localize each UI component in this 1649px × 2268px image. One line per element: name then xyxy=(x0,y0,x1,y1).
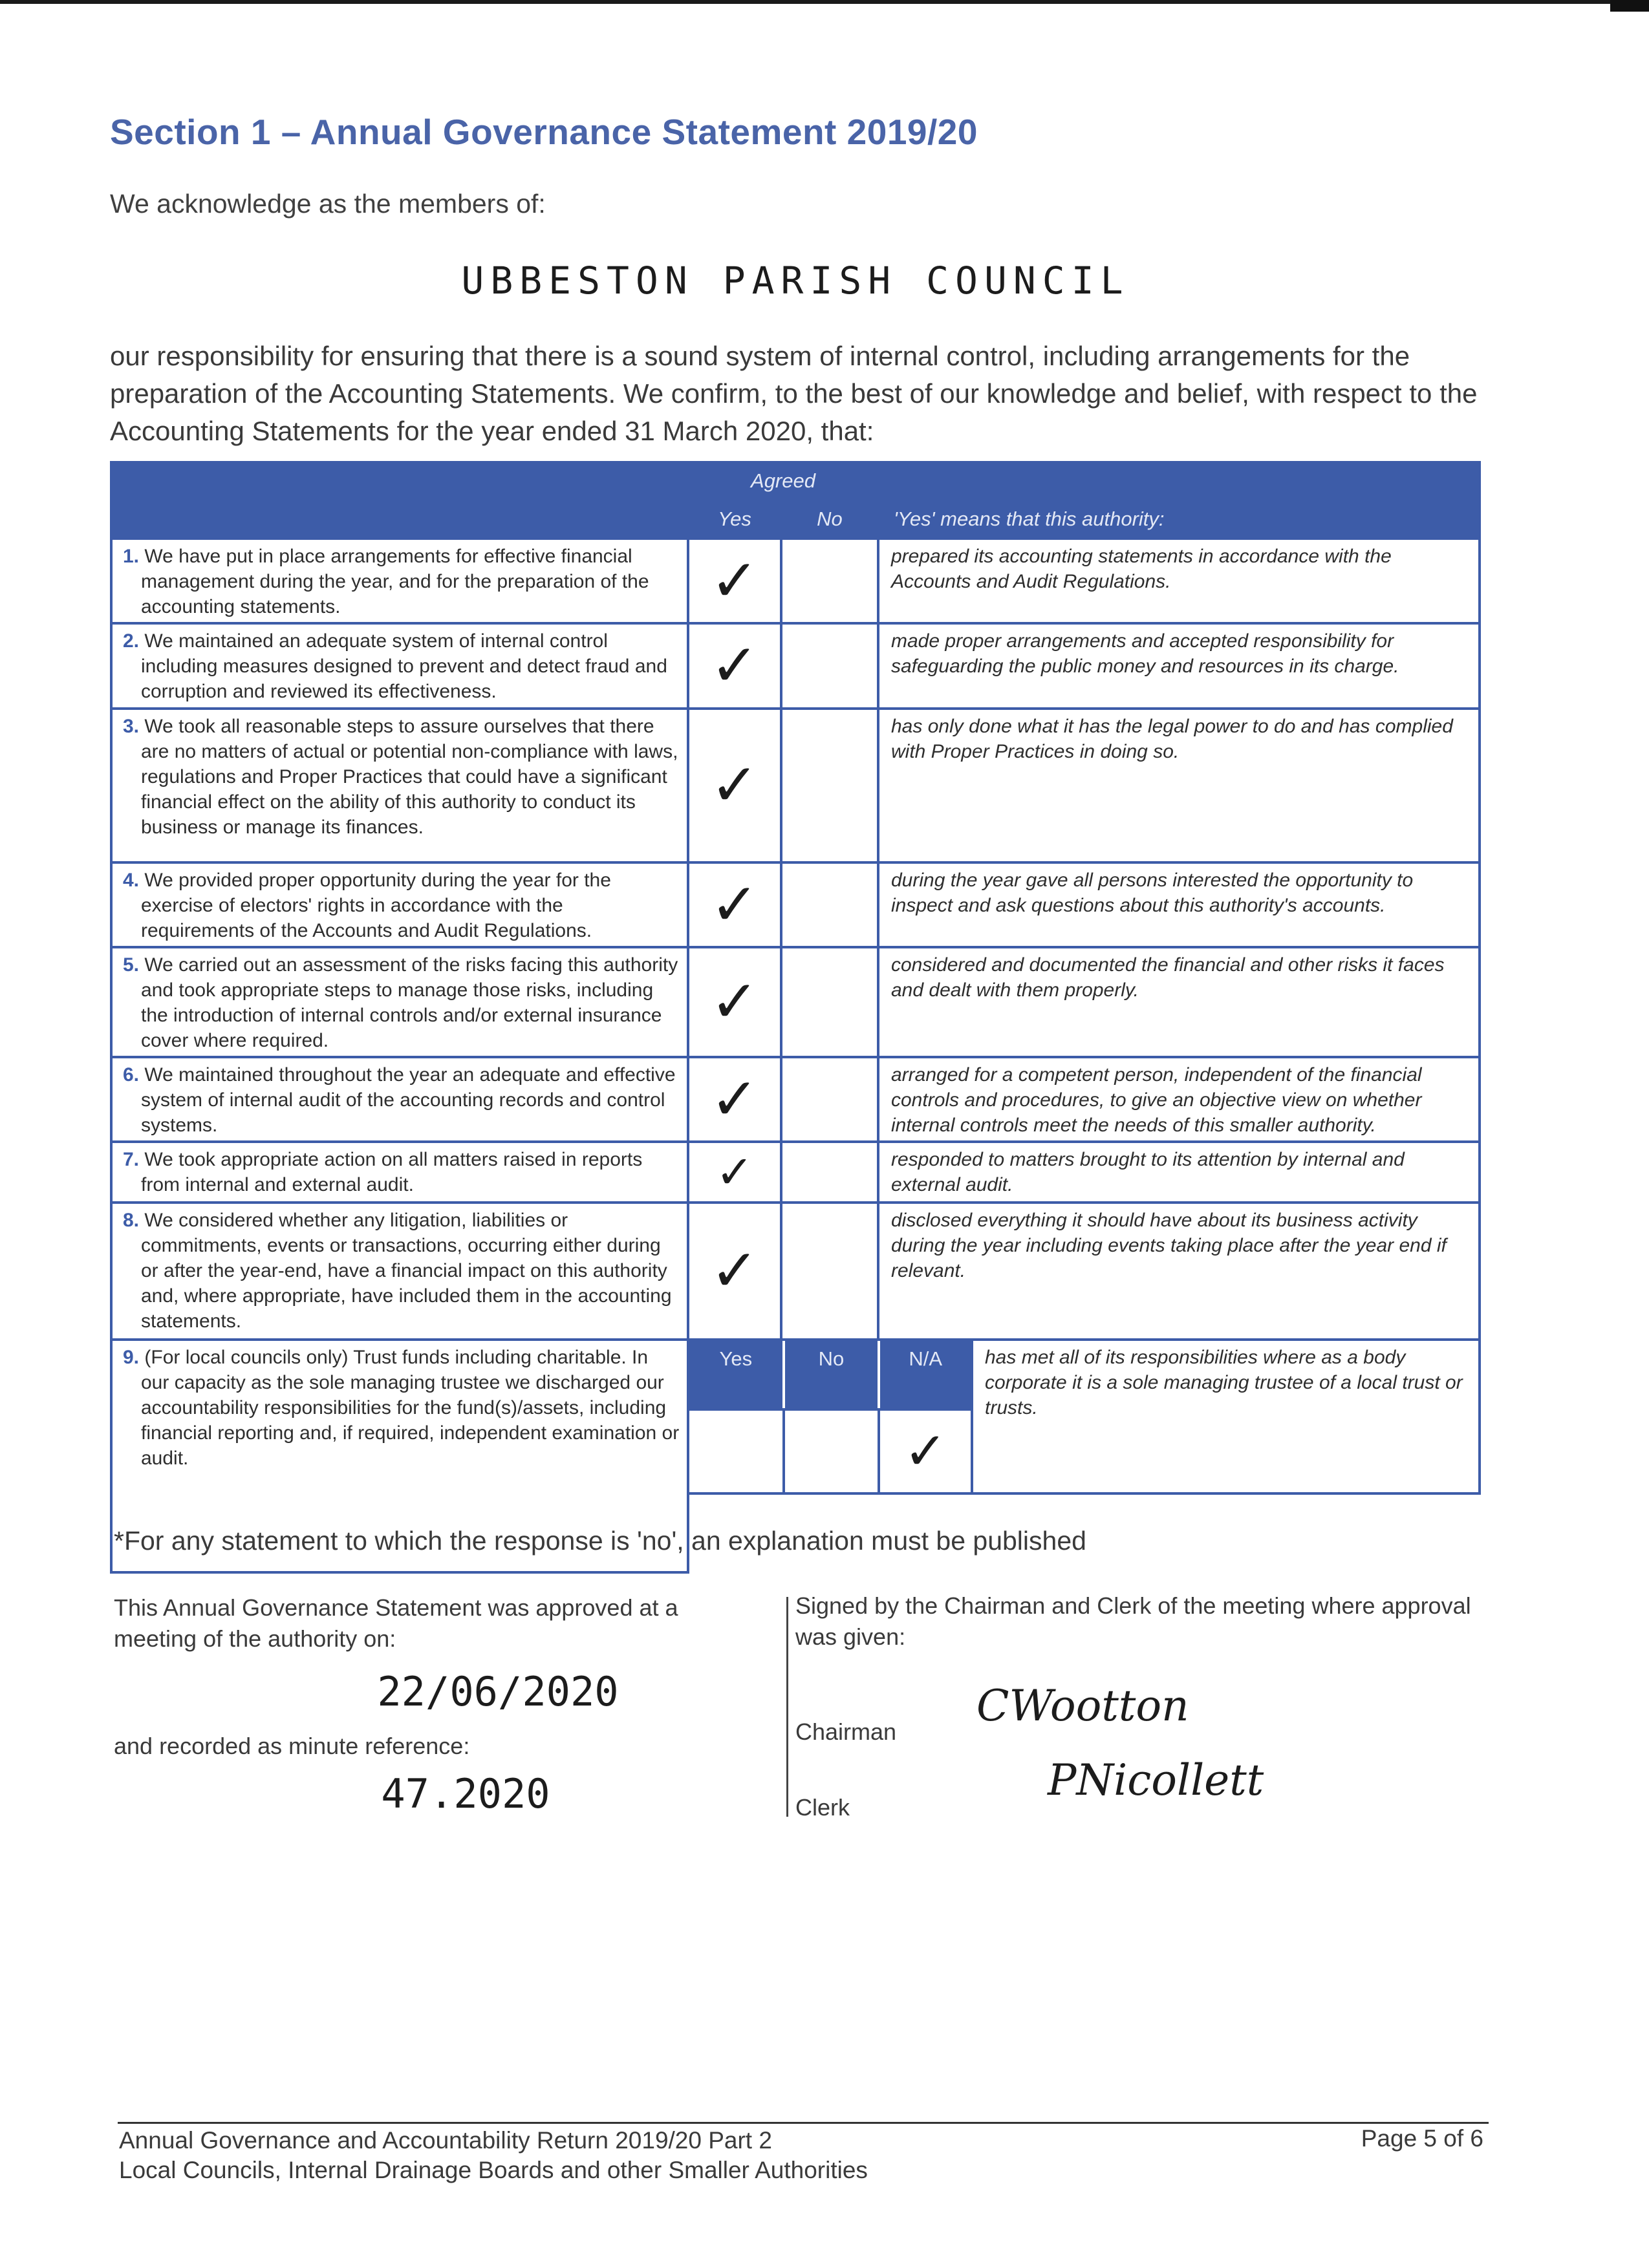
yes-means-text: during the year gave all persons interested the opportunity to inspect and ask questions about this authority's accounts. xyxy=(878,862,1480,947)
yes-tick-mark: ✓ xyxy=(688,623,781,709)
page-number: Page 5 of 6 xyxy=(1361,2125,1483,2152)
footer-line-2: Local Councils, Internal Drainage Boards and other Smaller Authorities xyxy=(119,2157,868,2183)
statement-text: We considered whether any litigation, liabilities or commitments, events or transactions, occurring either during or after the year-end, have a financial impact on this authority and, where appropriate, have included them in the accounting statements. xyxy=(141,1210,672,1332)
statement-text: We took appropriate action on all matters raised in reports from internal and external audit. xyxy=(141,1149,643,1195)
header-agreed: Agreed xyxy=(688,462,878,500)
yes-means-text: has only done what it has the legal power to do and has complied with Proper Practices in doing so. xyxy=(878,709,1480,862)
footer-rule xyxy=(118,2122,1489,2124)
statement-cell xyxy=(111,1057,688,1142)
signed-text: Signed by the Chairman and Clerk of the meeting where approval was given: xyxy=(795,1592,1471,1650)
yes-tick-mark: ✓ xyxy=(688,862,781,947)
table-row-trust-funds xyxy=(111,1340,1480,1493)
no-cell xyxy=(781,1142,878,1203)
trust-funds-answer-block xyxy=(688,1340,1480,1493)
yes-tick-mark: ✓ xyxy=(688,539,781,623)
statement-number: 8. xyxy=(123,1210,140,1231)
yes-tick-mark: ✓ xyxy=(688,947,781,1057)
no-cell xyxy=(781,709,878,862)
approved-text: This Annual Governance Statement was approved at a meeting of the authority on: xyxy=(114,1594,678,1652)
statement-cell xyxy=(111,709,688,862)
statement-text: (For local councils only) Trust funds including charitable. In our capacity as the sole managing trustee we discharged our accountability responsibilities for the fund(s)/assets, including financial reporting and, if required, independent examination or audit. xyxy=(141,1347,680,1469)
no-cell xyxy=(781,947,878,1057)
minute-reference-label: and recorded as minute reference: xyxy=(114,1733,470,1759)
statement-number: 4. xyxy=(123,870,140,891)
trust-yes-cell xyxy=(689,1411,785,1492)
clerk-label: Clerk xyxy=(795,1794,850,1821)
no-cell xyxy=(781,862,878,947)
table-header-row xyxy=(111,462,1480,500)
table-row xyxy=(111,709,1480,862)
approval-date-handwritten: 22/06/2020 xyxy=(377,1668,619,1715)
yes-means-text: prepared its accounting statements in accordance with the Accounts and Audit Regulations. xyxy=(878,539,1480,623)
table-row xyxy=(111,947,1480,1057)
trust-funds-option-answers xyxy=(689,1408,971,1492)
yes-tick-mark: ✓ xyxy=(688,709,781,862)
statement-text: We carried out an assessment of the risks facing this authority and took appropriate steps to manage those risks, including the introduction of internal controls and/or external insurance cover where required. xyxy=(141,954,678,1051)
yes-means-text: made proper arrangements and accepted responsibility for safeguarding the public money and resources in its charge. xyxy=(878,623,1480,709)
table-row xyxy=(111,1203,1480,1340)
chairman-label: Chairman xyxy=(795,1718,897,1745)
statement-cell xyxy=(111,947,688,1057)
header-no: No xyxy=(781,500,878,539)
statement-number: 9. xyxy=(123,1347,140,1368)
footnote: *For any statement to which the response is 'no', an explanation must be published xyxy=(114,1526,1086,1556)
no-cell xyxy=(781,623,878,709)
yes-tick-mark: ✓ xyxy=(688,1057,781,1142)
statement-text: We maintained an adequate system of internal control including measures designed to prevent and detect fraud and corruption and reviewed its effectiveness. xyxy=(141,630,667,702)
trust-no-cell xyxy=(785,1411,881,1492)
no-cell xyxy=(781,1057,878,1142)
trust-yes-header: Yes xyxy=(689,1341,785,1408)
minute-reference-handwritten: 47.2020 xyxy=(381,1770,550,1817)
trust-funds-answer-layout xyxy=(689,1341,1478,1492)
statement-cell xyxy=(111,1203,688,1340)
trust-funds-options xyxy=(689,1341,973,1492)
header-blank-right xyxy=(878,462,1480,500)
scan-edge-line xyxy=(0,0,1649,4)
trust-funds-option-headers xyxy=(689,1341,971,1408)
intro-paragraph: our responsibility for ensuring that there is a sound system of internal control, including arrangements for the preparation of the Accounting Statements. We confirm, to the best of our knowledge and belief, with respect to the Accounting Statements for the year ended 31 March 2020, that: xyxy=(110,341,1478,446)
header-yes-means: 'Yes' means that this authority: xyxy=(878,500,1480,539)
statement-text: We provided proper opportunity during the year for the exercise of electors' rights in accordance with the requirements of the Accounts and Audit Regulations. xyxy=(141,870,611,941)
statement-number: 2. xyxy=(123,630,140,652)
trust-no-header: No xyxy=(785,1341,881,1408)
scan-edge-mark xyxy=(1610,0,1649,12)
statement-number: 1. xyxy=(123,546,140,567)
statement-number: 3. xyxy=(123,716,140,737)
header-blank-2 xyxy=(111,500,688,539)
statement-number: 7. xyxy=(123,1149,140,1170)
statement-cell xyxy=(111,1142,688,1203)
table-row xyxy=(111,539,1480,623)
table-row xyxy=(111,623,1480,709)
yes-means-text: disclosed everything it should have about its business activity during the year including events taking place after the year end if relevant. xyxy=(878,1203,1480,1340)
yes-means-text: arranged for a competent person, independent of the financial controls and procedures, to give an objective view on whether internal controls meet the needs of this smaller authority. xyxy=(878,1057,1480,1142)
footer-line-1: Annual Governance and Accountability Return 2019/20 Part 2 xyxy=(119,2127,772,2154)
trust-na-header: N/A xyxy=(880,1341,971,1408)
statement-cell xyxy=(111,623,688,709)
chairman-signature: CWootton xyxy=(976,1681,1189,1731)
header-yes: Yes xyxy=(688,500,781,539)
no-cell xyxy=(781,1203,878,1340)
yes-means-text: considered and documented the financial and other risks it faces and dealt with them properly. xyxy=(878,947,1480,1057)
statement-cell xyxy=(111,539,688,623)
no-cell xyxy=(781,539,878,623)
statement-number: 6. xyxy=(123,1064,140,1086)
yes-tick-mark: ✓ xyxy=(688,1203,781,1340)
statement-cell xyxy=(111,862,688,947)
page-title: Section 1 – Annual Governance Statement 2019/20 xyxy=(110,112,978,152)
governance-table xyxy=(110,461,1481,1574)
table-row xyxy=(111,1142,1480,1203)
statement-text: We have put in place arrangements for effective financial management during the year, and for the preparation of the accounting statements. xyxy=(141,546,649,617)
yes-tick-mark: ✓ xyxy=(688,1142,781,1203)
table-subheader-row xyxy=(111,500,1480,539)
statement-text: We took all reasonable steps to assure ourselves that there are no matters of actual or potential non-compliance with laws, regulations and Proper Practices that could have a significant financial effect on the ability of this authority to conduct its business or manage its finances. xyxy=(141,716,678,838)
statement-number: 5. xyxy=(123,954,140,976)
header-blank xyxy=(111,462,688,500)
statement-text: We maintained throughout the year an adequate and effective system of internal audit of the accounting records and control systems. xyxy=(141,1064,676,1136)
trust-yes-means-text: has met all of its responsibilities where as a body corporate it is a sole managing trustee of a local trust or trusts. xyxy=(985,1347,1463,1418)
acknowledge-text: We acknowledge as the members of: xyxy=(110,189,546,219)
signature-divider xyxy=(786,1597,788,1817)
table-row xyxy=(111,862,1480,947)
table-row xyxy=(111,1057,1480,1142)
yes-means-text: responded to matters brought to its attention by internal and external audit. xyxy=(878,1142,1480,1203)
clerk-signature: PNicollett xyxy=(1048,1755,1264,1805)
authority-name-handwritten: UBBESTON PARISH COUNCIL xyxy=(461,259,1130,303)
na-tick-mark: ✓ xyxy=(903,1422,947,1480)
